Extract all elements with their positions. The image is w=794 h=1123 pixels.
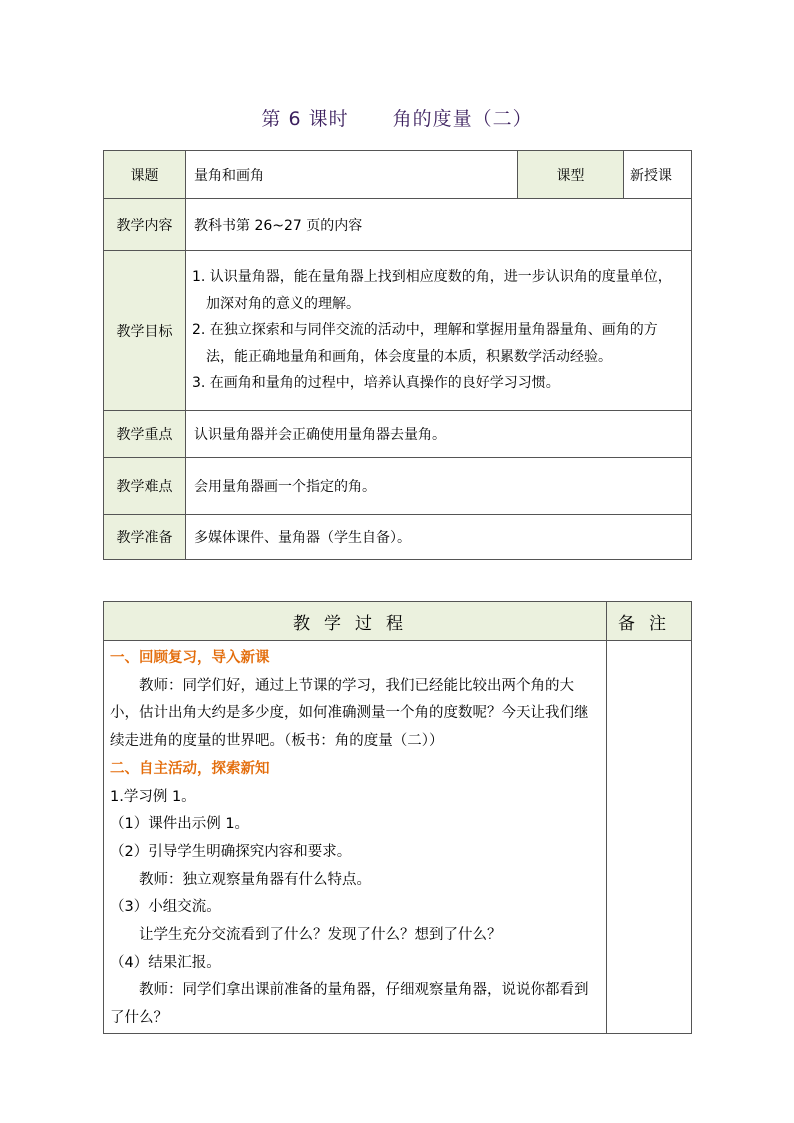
key-label: 教学重点 [104,411,186,458]
lesson-number: 第 6 课时 [261,108,349,130]
prep-label: 教学准备 [104,515,186,560]
section-heading: 二、自主活动，探索新知 [110,760,270,777]
paragraph [110,673,600,756]
goal-item: 3. 在画角和量角的过程中，培养认真操作的良好学习习惯。 [192,375,560,392]
process-body-row [104,641,692,1034]
notes-header: 备注 [607,602,692,641]
difficulty-row [104,458,692,515]
goals-label: 教学目标 [104,251,186,411]
lesson-info-table [103,150,692,560]
list-item: （1）课件出示例 1。 [110,816,250,833]
content-label: 教学内容 [104,199,186,251]
page-title [0,104,794,131]
topic-row [104,151,692,199]
key-row [104,411,692,458]
difficulty-label: 教学难点 [104,458,186,515]
key-value: 认识量角器并会正确使用量角器去量角。 [186,411,692,458]
goal-item: 2. 在独立探索和与同伴交流的活动中，理解和掌握用量角器量角、画角的方法，能正确地量角和画角，体会度量的本质，积累数学活动经验。 [192,322,658,365]
list-item: 1.学习例 1。 [110,788,196,805]
prep-value: 多媒体课件、量角器（学生自备）。 [186,515,692,560]
paragraph: 教师：独立观察量角器有什么特点。 [139,871,371,888]
list-item: （3）小组交流。 [110,899,221,916]
prep-row [104,515,692,560]
topic-value: 量角和画角 [186,151,518,199]
goals-row [104,251,692,411]
lesson-topic: 角的度量（二） [392,108,533,130]
paragraph: 教师：同学们拿出课前准备的量角器，仔细观察量角器，说说你都看到了什么？ [110,982,589,1027]
list-item: （2）引导学生明确探究内容和要求。 [110,843,352,860]
paragraph: 让学生充分交流看到了什么？发现了什么？想到了什么？ [139,927,502,944]
type-value: 新授课 [624,151,692,199]
content-row [104,199,692,251]
teaching-process-table [103,601,692,1034]
notes-cell [607,641,692,1034]
process-header: 教学过程 [104,602,607,641]
paragraph-text: 教师：同学们好，通过上节课的学习，我们已经能比较出两个角的大小，估计出角大约是多少度，如何准确测量一个角的度数呢？今天让我们继续走进角的度量的世界吧。 [110,677,589,750]
topic-label: 课题 [104,151,186,199]
difficulty-value: 会用量角器画一个指定的角。 [186,458,692,515]
goal-item: 1. 认识量角器，能在量角器上找到相应度数的角，进一步认识角的度量单位，加深对角的意义的理解。 [192,269,672,312]
section-heading: 一、回顾复习，导入新课 [110,650,270,666]
process-header-row [104,602,692,641]
board-note: （板书：角的度量（二）） [284,733,444,750]
process-content [104,641,607,1034]
list-item: （4）结果汇报。 [110,954,221,971]
type-label: 课型 [518,151,624,199]
goals-cell [186,251,692,411]
content-value: 教科书第 26~27 页的内容 [186,199,692,251]
